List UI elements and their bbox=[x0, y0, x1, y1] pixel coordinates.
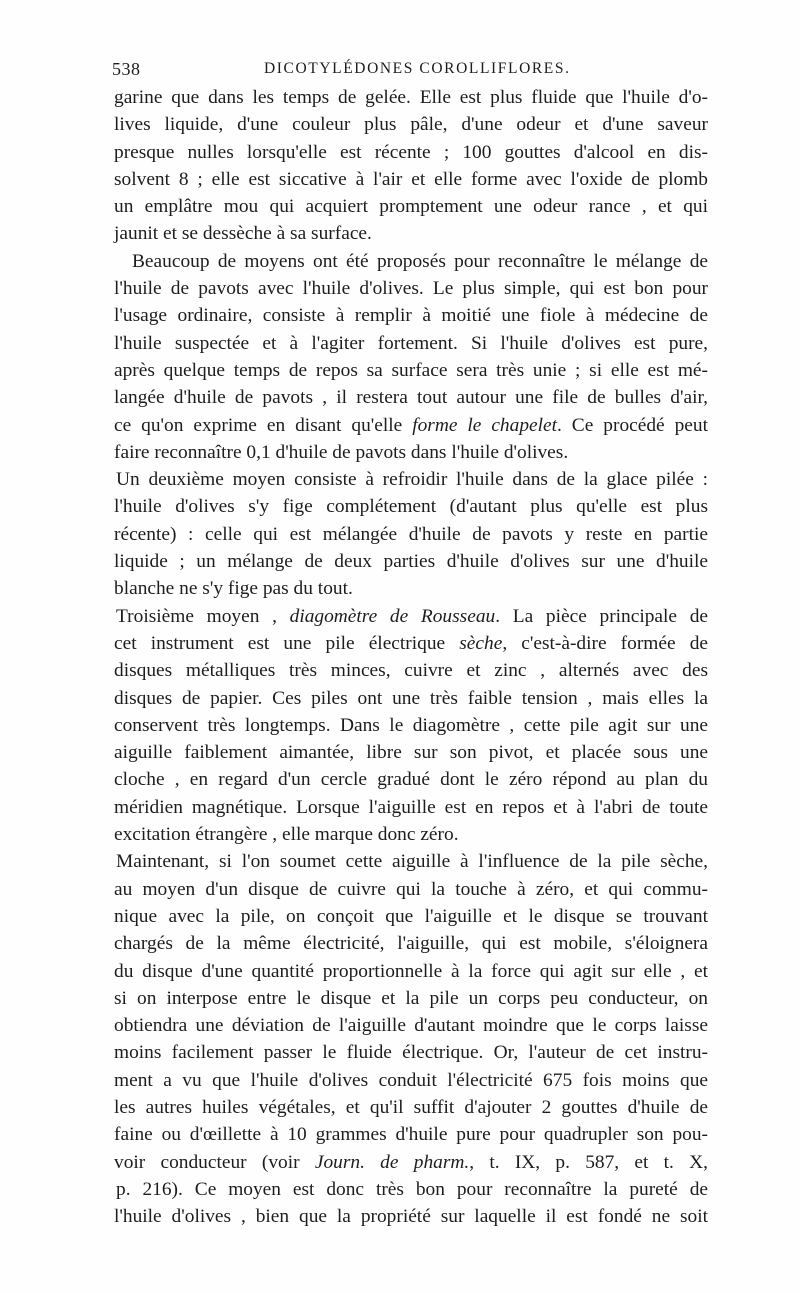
page-number: 538 bbox=[112, 59, 141, 79]
text-run: cet instrument est une pile électrique bbox=[114, 632, 460, 654]
text-line: l'huile d'olives , bien que la propriété sur laquelle il est fondé ne soit bbox=[114, 1206, 708, 1228]
text-line: solvent 8 ; elle est siccative à l'air et elle forme avec l'oxide de plomb bbox=[114, 168, 708, 190]
body-text bbox=[114, 84, 708, 1230]
text-line: si on interpose entre le disque et la pile un corps peu conducteur, on bbox=[114, 987, 708, 1009]
page-header bbox=[112, 56, 708, 82]
text-line: méridien magnétique. Lorsque l'aiguille est en repos et à l'abri de toute bbox=[114, 796, 708, 818]
text-line: langée d'huile de pavots , il restera tout autour une file de bulles d'air, bbox=[114, 387, 708, 409]
italic-phrase: Journ. de pharm. bbox=[314, 1151, 470, 1173]
text-line: les autres huiles végétales, et qu'il suffit d'ajouter 2 gouttes d'huile de bbox=[114, 1096, 708, 1118]
text-run: . La pièce principale de bbox=[495, 605, 709, 627]
text-line: Beaucoup de moyens ont été proposés pour reconnaître le mélange de bbox=[132, 250, 708, 272]
text-line: disques métalliques très minces, cuivre et zinc , alternés avec des bbox=[114, 660, 708, 682]
italic-phrase: forme le chapelet bbox=[412, 414, 558, 436]
text-line bbox=[114, 630, 708, 657]
text-line: faine ou d'œillette à 10 grammes d'huile pure pour quadrupler son pou- bbox=[114, 1124, 708, 1146]
text-line: cloche , en regard d'un cercle gradué dont le zéro répond au plan du bbox=[114, 769, 708, 791]
text-line: excitation étrangère , elle marque donc zéro. bbox=[114, 824, 459, 846]
text-line: nique avec la pile, on conçoit que l'aiguille et le disque se trouvant bbox=[114, 905, 708, 927]
text-line: Un deuxième moyen consiste à refroidir l'huile dans de la glace pilée : bbox=[116, 469, 708, 491]
text-run: , c'est-à-dire formée de bbox=[502, 632, 708, 654]
text-run: , t. IX, p. 587, et t. X, bbox=[469, 1151, 708, 1173]
text-line: après quelque temps de repos sa surface sera très unie ; si elle est mé- bbox=[114, 359, 708, 381]
text-line: obtiendra une déviation de l'aiguille d'autant moindre que le corps laisse bbox=[114, 1015, 708, 1037]
text-line: faire reconnaître 0,1 d'huile de pavots dans l'huile d'olives. bbox=[114, 441, 569, 463]
text-line: Maintenant, si l'on soumet cette aiguille à l'influence de la pile sèche, bbox=[116, 851, 708, 873]
text-line: garine que dans les temps de gelée. Elle est plus fluide que l'huile d'o- bbox=[114, 87, 708, 108]
text-line: l'huile d'olives s'y fige complétement (d'autant plus qu'elle est plus bbox=[114, 496, 708, 518]
text-line: p. 216). Ce moyen est donc très bon pour reconnaître la pureté de bbox=[116, 1178, 708, 1200]
text-line: disques de papier. Ces piles ont une très faible tension , mais elles la bbox=[114, 687, 708, 709]
text-line bbox=[114, 603, 708, 630]
running-head: DICOTYLÉDONES COROLLIFLORES. bbox=[264, 60, 571, 77]
text-line: moins facilement passer le fluide électrique. Or, l'auteur de cet instru- bbox=[114, 1042, 708, 1064]
text-line: aiguille faiblement aimantée, libre sur son pivot, et placée sous une bbox=[114, 742, 708, 764]
text-line: liquide ; un mélange de deux parties d'huile d'olives sur une d'huile bbox=[114, 551, 708, 573]
italic-phrase: sèche bbox=[459, 632, 503, 654]
text-line: un emplâtre mou qui acquiert promptement une odeur rance , et qui bbox=[114, 196, 708, 218]
text-line: conservent très longtemps. Dans le diagomètre , cette pile agit sur une bbox=[114, 714, 708, 736]
text-line: blanche ne s'y fige pas du tout. bbox=[114, 578, 353, 600]
text-run: Troisième moyen , bbox=[116, 605, 290, 627]
text-line: du disque d'une quantité proportionnelle à la force qui agit sur elle , et bbox=[114, 960, 708, 982]
italic-phrase: diagomètre de Rousseau bbox=[289, 605, 496, 627]
text-run: . Ce procédé peut bbox=[557, 414, 708, 436]
text-run: voir conducteur (voir bbox=[114, 1151, 315, 1173]
text-line bbox=[114, 1149, 708, 1176]
text-run: ce qu'on exprime en disant qu'elle bbox=[114, 414, 413, 436]
text-line: presque nulles lorsqu'elle est récente ; 100 gouttes d'alcool en dis- bbox=[114, 141, 708, 163]
text-line: chargés de la même électricité, l'aiguille, qui est mobile, s'éloignera bbox=[114, 933, 708, 955]
text-line: l'huile suspectée et à l'agiter fortement. Si l'huile d'olives est pure, bbox=[114, 332, 708, 354]
text-line: au moyen d'un disque de cuivre qui la touche à zéro, et qui commu- bbox=[114, 878, 708, 900]
text-line bbox=[114, 412, 708, 439]
text-line: récente) : celle qui est mélangée d'huile de pavots y reste en partie bbox=[114, 523, 708, 545]
text-line: l'huile de pavots avec l'huile d'olives. Le plus simple, qui est bon pour bbox=[114, 278, 708, 300]
text-line: ment a vu que l'huile d'olives conduit l'électricité 675 fois moins que bbox=[114, 1069, 708, 1091]
text-line: jaunit et se dessèche à sa surface. bbox=[114, 223, 372, 245]
text-line: lives liquide, d'une couleur plus pâle, d'une odeur et d'une saveur bbox=[114, 114, 708, 136]
text-line: l'usage ordinaire, consiste à remplir à moitié une fiole à médecine de bbox=[114, 305, 708, 327]
